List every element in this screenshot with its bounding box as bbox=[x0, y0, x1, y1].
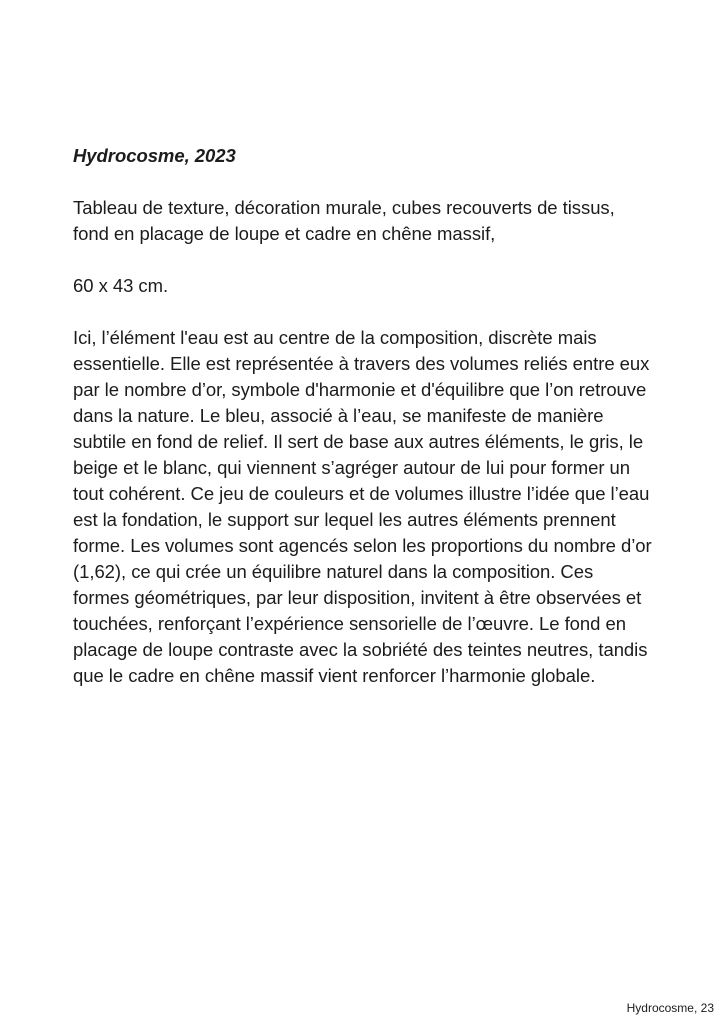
artwork-body-text: Ici, l’élément l'eau est au centre de la composition, discrète mais essentielle. Elle est représentée à travers des volumes reliés entre eux par le nombre d’or, symbole d'harmonie et d'équilibre que l’on retrouve dans la nature. Le bleu, associé à l’eau, se manifeste de manière subtile en fond de relief. Il sert de base aux autres éléments, le gris, le beige et le blanc, qui viennent s’agréger autour de lui pour former un tout cohérent. Ce jeu de couleurs et de volumes illustre l’idée que l’eau est la fondation, le support sur lequel les autres éléments prennent forme. Les volumes sont agencés selon les proportions du nombre d’or (1,62), ce qui crée un équilibre naturel dans la composition. Ces formes géométriques, par leur disposition, invitent à être observées et touchées, renforçant l’expérience sensorielle de l’œuvre. Le fond en placage de loupe contraste avec la sobriété des teintes neutres, tandis que le cadre en chêne massif vient renforcer l’harmonie globale. bbox=[73, 327, 652, 686]
page-footer: Hydrocosme, 23 bbox=[626, 1001, 714, 1015]
document-content bbox=[73, 143, 653, 715]
artwork-description: Tableau de texture, décoration murale, cubes recouverts de tissus, fond en placage de loupe et cadre en chêne massif, bbox=[73, 197, 615, 244]
artwork-dimensions: 60 x 43 cm. bbox=[73, 275, 169, 296]
artwork-title: Hydrocosme, 2023 bbox=[73, 145, 236, 166]
